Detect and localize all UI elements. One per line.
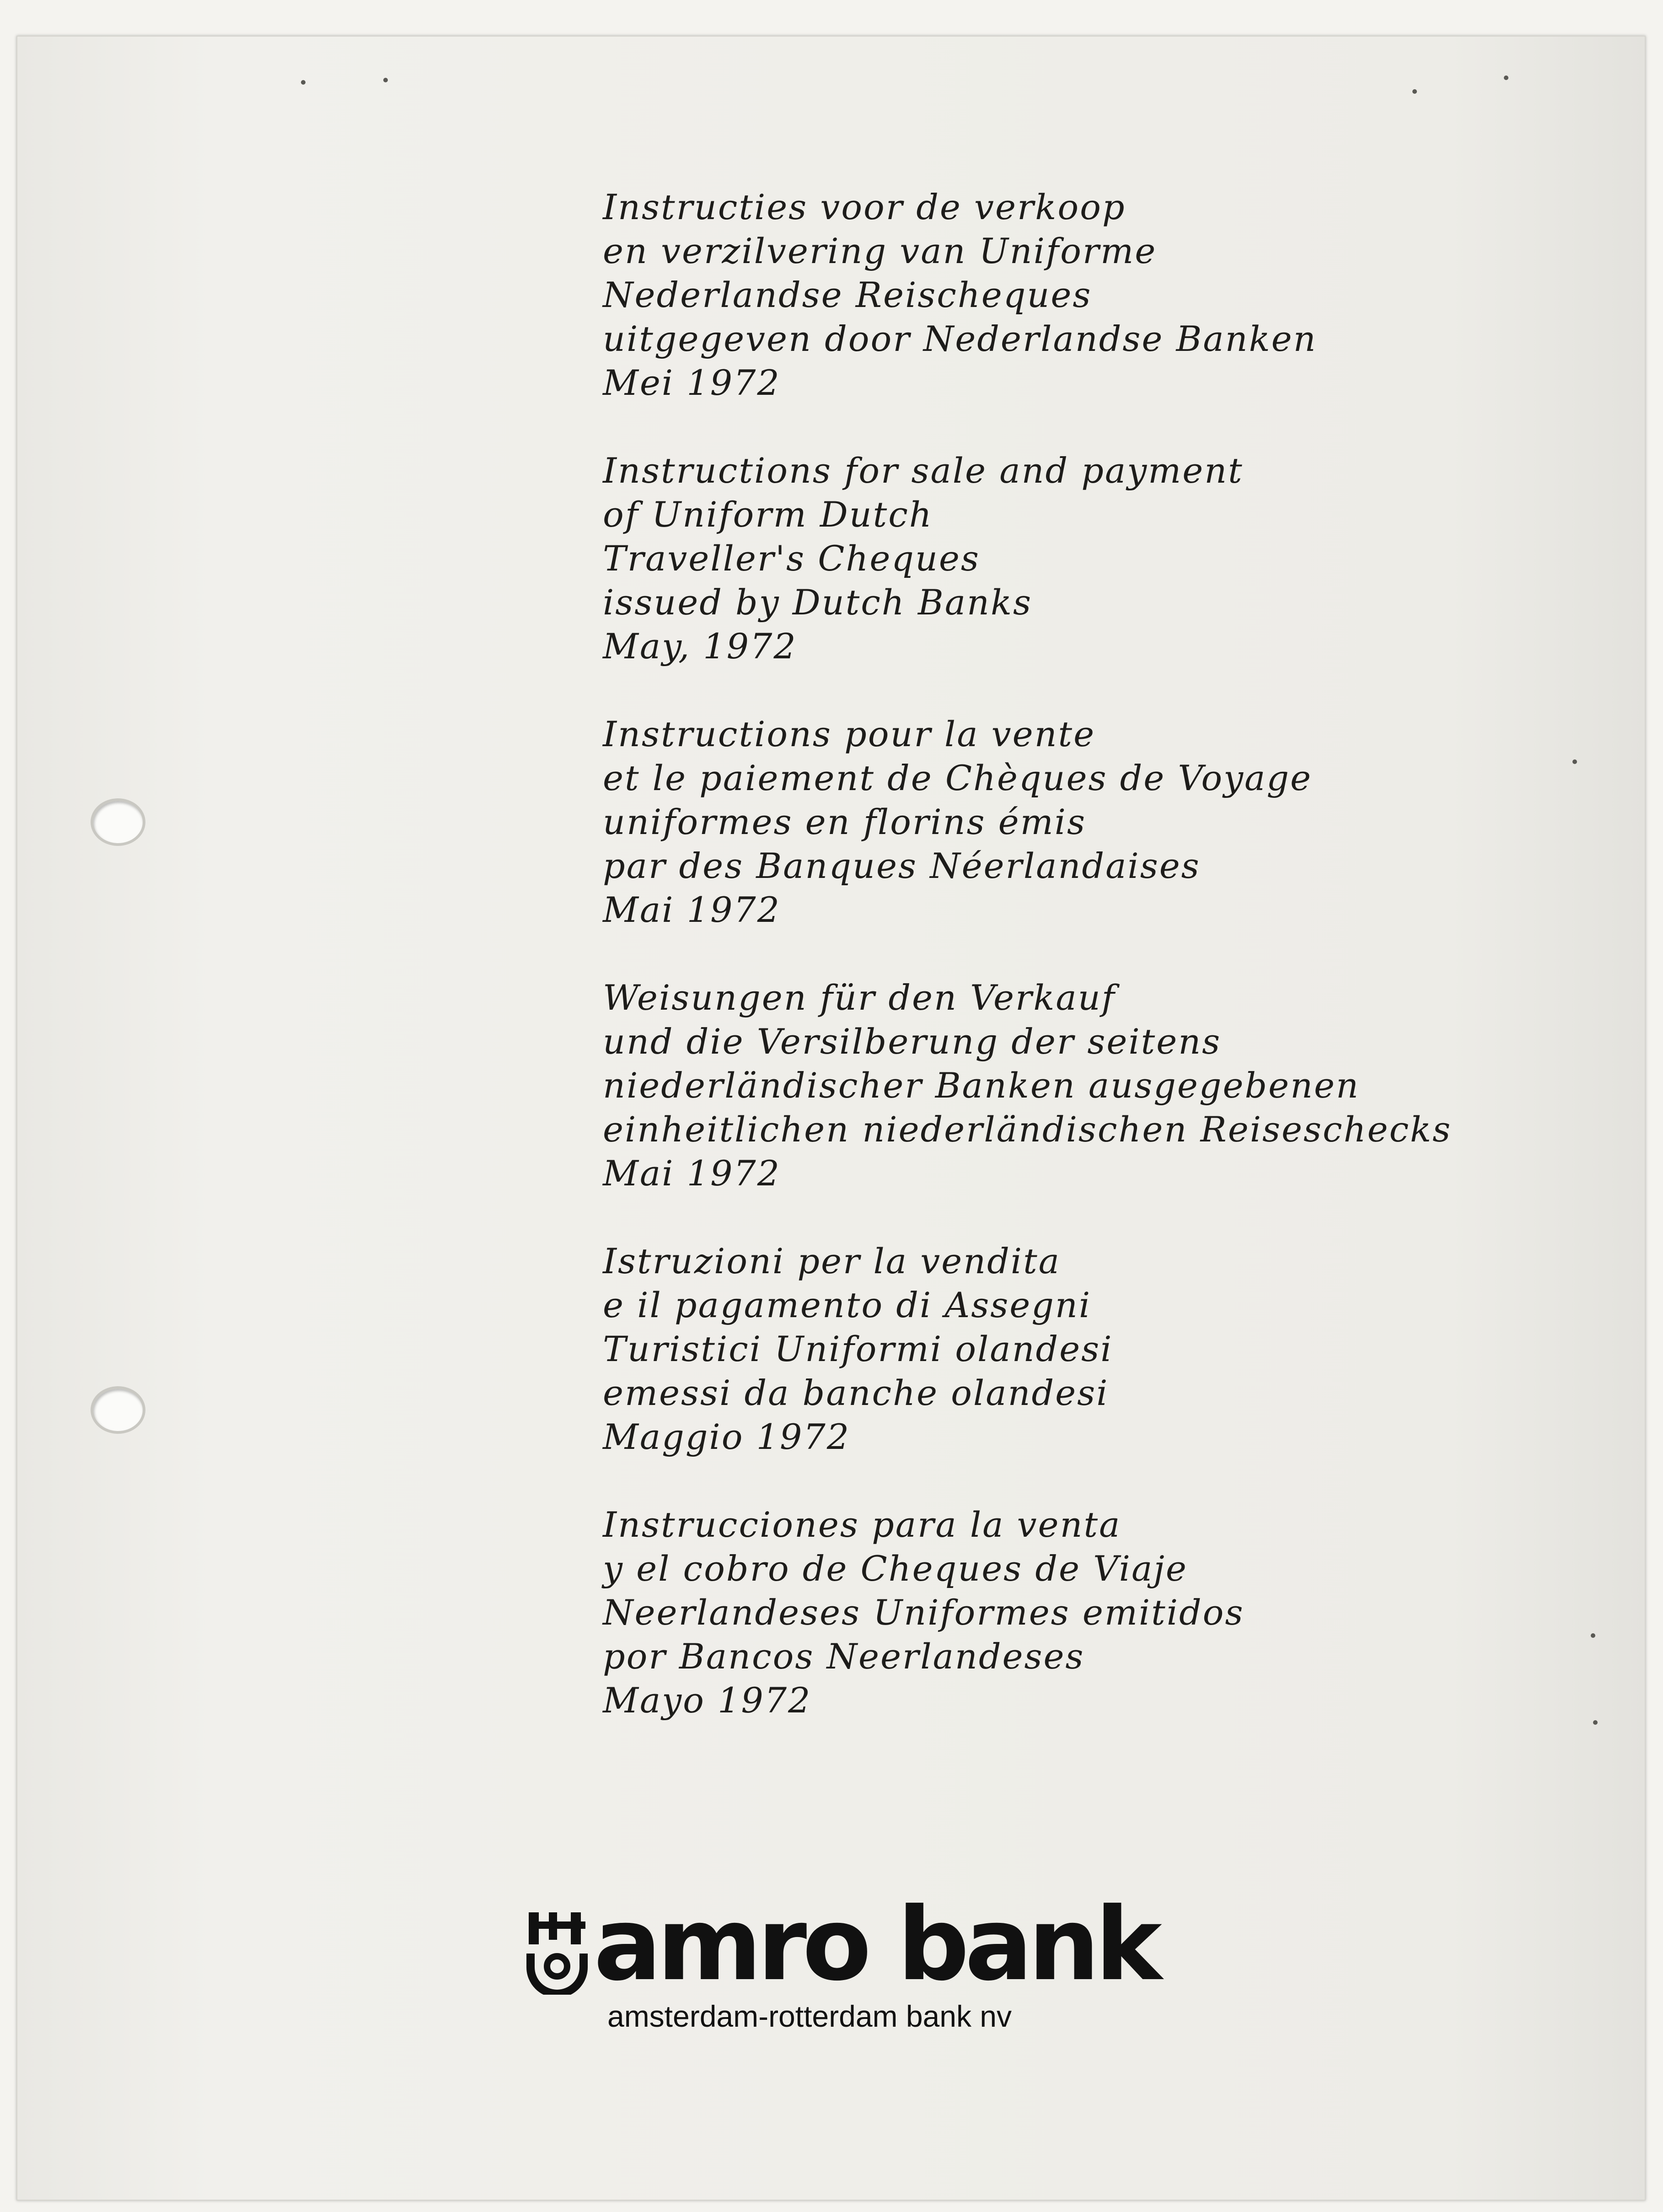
paper-speck [301,80,306,85]
amro-logo-icon [525,1908,589,1995]
punch-hole-upper [91,798,145,846]
date-line: Mai 1972 [603,889,781,930]
date-line: Maggio 1972 [603,1416,851,1457]
text-line: of Uniform Dutch [603,494,933,535]
text-line: einheitlichen niederländischen Reiseschecks [603,1109,1452,1150]
text-line: issued by Dutch Banks [603,582,1033,623]
date-line: May, 1972 [603,626,797,667]
text-line: Turistici Uniformi olandesi [603,1329,1113,1369]
date-line: Mei 1972 [603,362,781,403]
text-line: et le paiement de Chèques de Voyage [603,758,1312,798]
text-line: Nederlandse Reischeques [603,274,1092,315]
text-line: en verzilvering van Uniforme [603,231,1157,271]
text-line: par des Banques Néerlandaises [603,845,1201,886]
text-line: emessi da banche olandesi [603,1372,1109,1413]
text-line: Instructions pour la vente [603,714,1096,754]
section-german [603,976,1609,1195]
paper-speck [1412,89,1417,94]
date-line: Mai 1972 [603,1153,781,1194]
text-line: und die Versilberung der seitens [603,1021,1222,1062]
amro-bank-logo [525,1886,1158,2033]
section-italian [603,1239,1609,1459]
text-line: por Bancos Neerlandeses [603,1636,1085,1677]
text-line: y el cobro de Cheques de Viaje [603,1548,1188,1589]
text-line: Traveller's Cheques [603,538,980,579]
text-line: Instrucciones para la venta [603,1504,1121,1545]
section-spanish [603,1503,1609,1722]
text-line: e il pagamento di Assegni [603,1285,1092,1325]
text-line: Instructies voor de verkoop [603,187,1126,227]
text-line: Istruzioni per la vendita [603,1241,1061,1281]
bank-name: amro bank [594,1886,1158,2003]
text-line: Instructions for sale and payment [603,450,1244,491]
section-english [603,449,1609,668]
date-line: Mayo 1972 [603,1680,812,1721]
section-dutch [603,185,1609,405]
section-french [603,712,1609,932]
text-line: Neerlandeses Uniformes emitidos [603,1592,1245,1633]
text-line: Weisungen für den Verkauf [603,977,1116,1018]
text-line: uitgegeven door Nederlandse Banken [603,318,1317,359]
title-text-block [603,185,1609,1766]
bank-subtitle: amsterdam-rotterdam bank nv [607,1999,1012,2033]
paper-speck [1504,75,1508,80]
paper-speck [383,78,388,82]
text-line: niederländischer Banken ausgegebenen [603,1065,1360,1106]
punch-hole-lower [91,1386,145,1434]
text-line: uniformes en florins émis [603,802,1086,842]
